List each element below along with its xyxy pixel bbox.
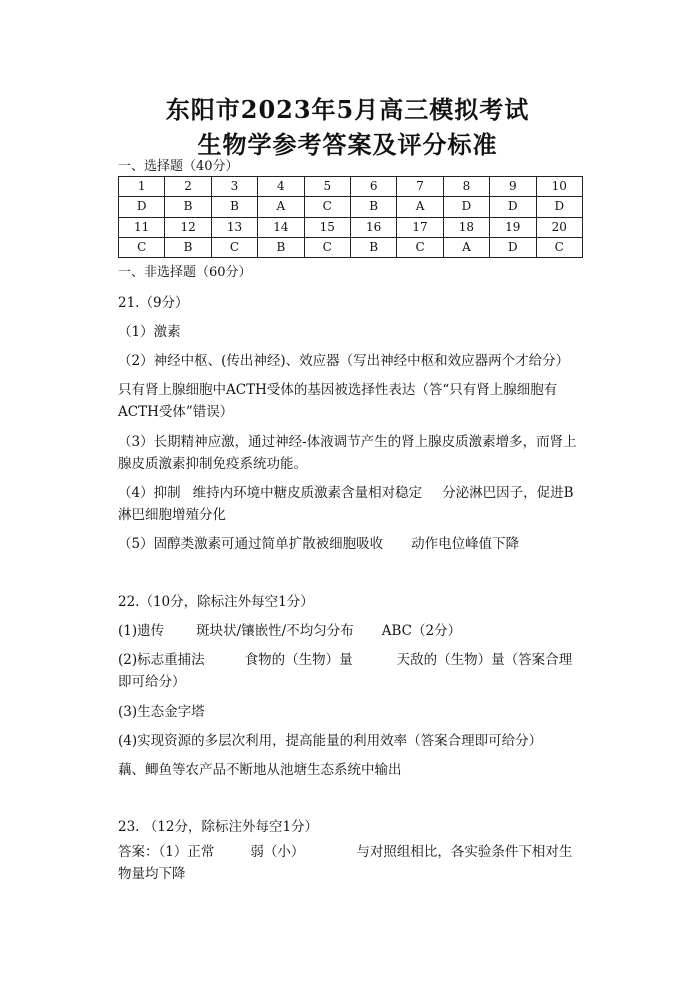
question-number-cell: 8 [443,177,489,197]
question-number-cell: 7 [397,177,443,197]
answer-cell: B [211,197,257,217]
q22-answer-2-part1: (2)标志重捕法 [118,652,205,668]
table-row [119,177,583,197]
answer-cell: D [443,197,489,217]
q22-answer-1-part3: ABC（2分） [381,623,462,639]
question-number-cell: 12 [165,217,211,237]
q22-answer-1 [118,620,583,642]
q22-answer-3: (3)生态金字塔 [118,704,205,720]
table-row [119,217,583,237]
q21-answer-4-part2: 维持内环境中糖皮质激素含量相对稳定 [192,485,423,501]
answer-cell: A [397,197,443,217]
question-number-cell: 20 [536,217,582,237]
q22-answer-2-part3: 天敌的（生物）量（答案合理即可给分） [118,652,573,690]
answer-cell: A [258,197,304,217]
q22-heading: 22.（10分，除标注外每空1分） [118,594,314,610]
section-choice-heading: 一、选择题（40分） [118,159,239,174]
question-number-cell: 3 [211,177,257,197]
answer-cell: D [119,197,165,217]
answer-cell: C [119,237,165,257]
q21-answer-2b: 只有肾上腺细胞中ACTH受体的基因被选择性表达（答“只有肾上腺细胞有ACTH受体”错误） [118,382,558,420]
question-number-cell: 1 [119,177,165,197]
section-nonchoice-heading: 一、非选择题（60分） [118,265,252,280]
answer-cell: C [304,197,350,217]
question-number-cell: 15 [304,217,350,237]
q23-answer-1 [118,841,583,885]
q22-answer-1-part2: 斑块状/镶嵌性/不均匀分布 [196,623,354,639]
q21-heading: 21.（9分） [118,295,189,311]
q21-answer-4 [118,482,583,526]
choice-answer-table [118,176,583,258]
question-number-cell: 4 [258,177,304,197]
answer-cell: D [536,197,582,217]
question-number-cell: 10 [536,177,582,197]
q23-heading: 23. （12分，除标注外每空1分） [118,819,319,835]
answer-cell: B [165,197,211,217]
question-number-cell: 14 [258,217,304,237]
answer-cell: A [443,237,489,257]
question-number-cell: 17 [397,217,443,237]
answer-cell: B [350,197,396,217]
q21-answer-4-part1: （4）抑制 [118,485,181,501]
question-number-cell: 6 [350,177,396,197]
q21-answer-1: （1）激素 [118,324,181,340]
q21-answer-4-part3: 分泌淋巴因子，促进B淋巴细胞增殖分化 [118,485,574,523]
question-number-cell: 2 [165,177,211,197]
q21-answer-5-part1: （5）固醇类激素可通过简单扩散被细胞吸收 [118,536,384,552]
question-number-cell: 13 [211,217,257,237]
answer-cell: D [490,197,536,217]
question-number-cell: 5 [304,177,350,197]
q23-answer-1-part1: 答案：（1）正常 [118,844,215,860]
answer-cell: B [350,237,396,257]
question-number-cell: 18 [443,217,489,237]
answer-cell: B [258,237,304,257]
q21-answer-2: （2）神经中枢、(传出神经)、效应器（写出神经中枢和效应器两个才给分） [118,353,570,369]
q22-answer-4: (4)实现资源的多层次利用，提高能量的利用效率（答案合理即可给分） [118,733,543,749]
q22-answer-2 [118,649,583,693]
table-row [119,197,583,217]
title-line-2: 生物学参考答案及评分标准 [197,130,498,159]
answer-cell: C [304,237,350,257]
answer-cell: C [397,237,443,257]
q23-answer-1-part3: 与对照组相比，各实验条件下相对生物量均下降 [118,844,573,882]
title-line-1: 东阳市2023年5月高三模拟考试 [165,95,530,124]
q22-answer-2-part2: 食物的（生物）量 [244,652,353,668]
question-number-cell: 16 [350,217,396,237]
question-number-cell: 11 [119,217,165,237]
q23-answer-1-part2: 弱（小） [250,844,305,860]
q21-answer-5 [118,533,583,555]
q21-answer-5-part2: 动作电位峰值下降 [411,536,520,552]
question-number-cell: 9 [490,177,536,197]
q22-answer-1-part1: (1)遗传 [118,623,165,639]
answer-cell: C [536,237,582,257]
q21-answer-3: （3）长期精神应激，通过神经-体液调节产生的肾上腺皮质激素增多，而肾上腺皮质激素抑制免疫系统功能。 [118,434,577,472]
q22-answer-4b: 藕、鲫鱼等农产品不断地从池塘生态系统中输出 [118,762,402,778]
table-row [119,237,583,257]
answer-cell: B [165,237,211,257]
answer-cell: D [490,237,536,257]
question-number-cell: 19 [490,217,536,237]
answer-cell: C [211,237,257,257]
